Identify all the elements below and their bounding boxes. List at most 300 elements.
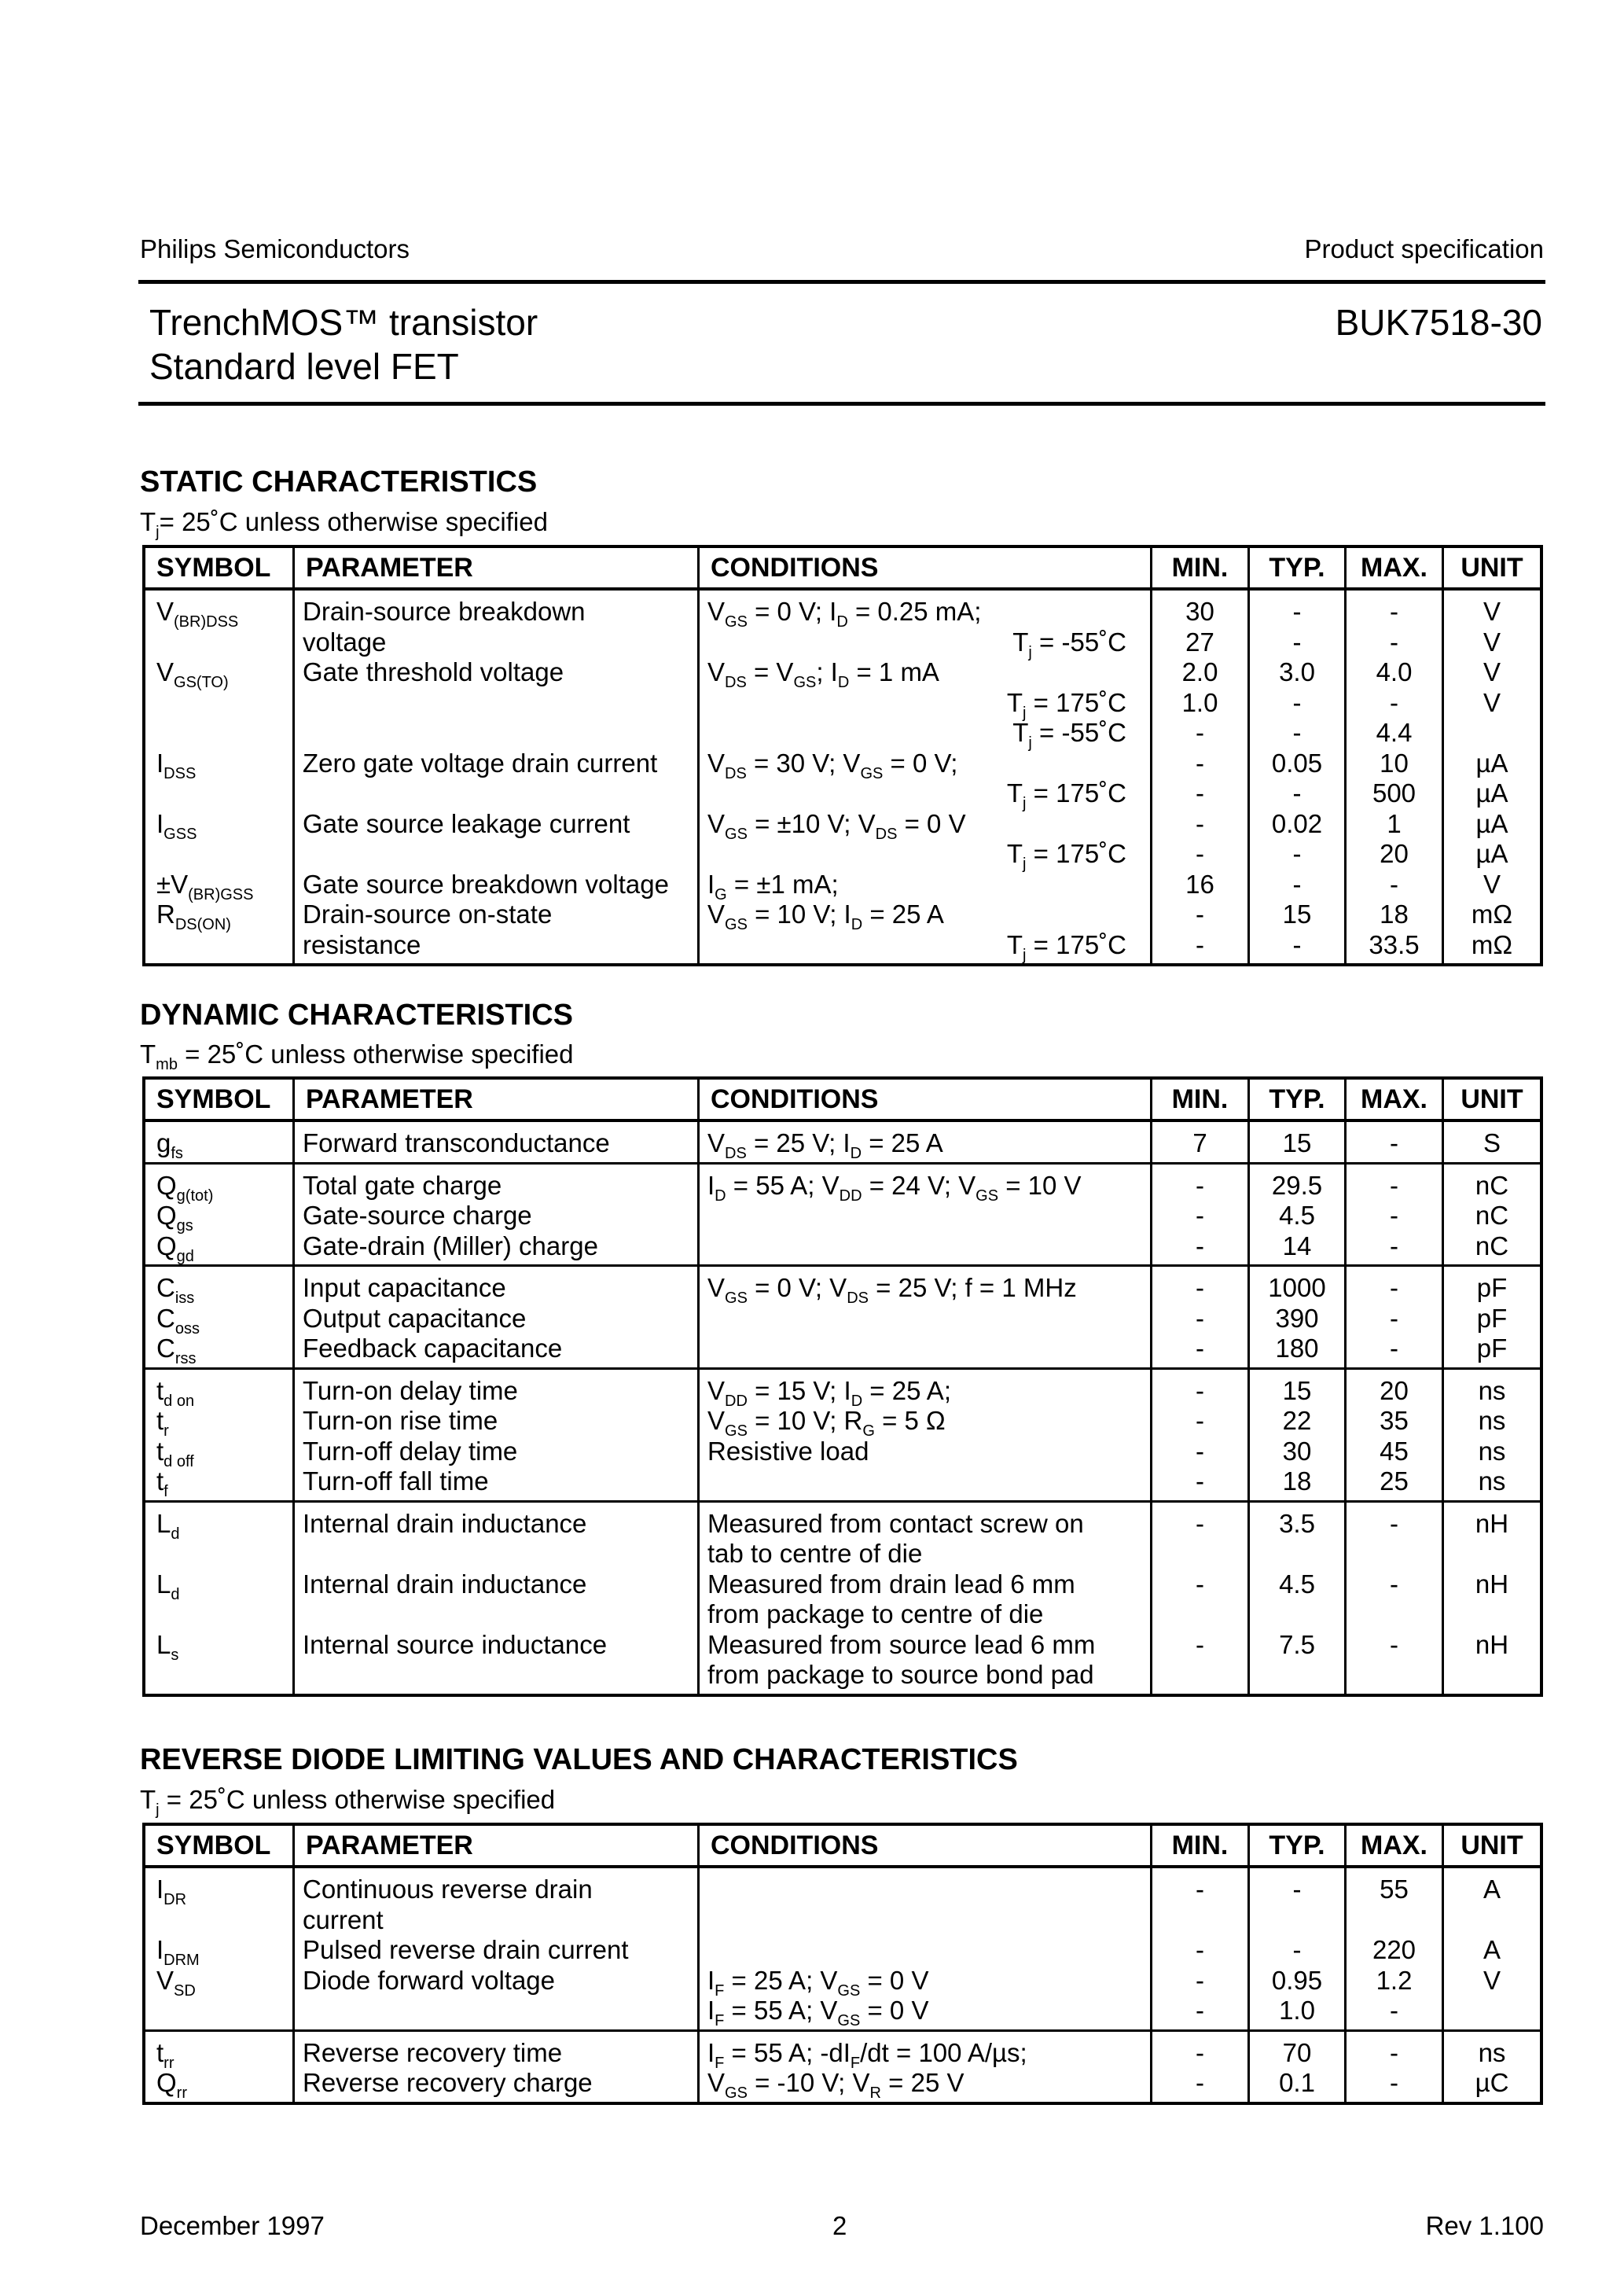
document-type: Product specification xyxy=(1304,234,1544,263)
column-header: SYMBOL xyxy=(145,548,295,587)
cell-line: 0.05 xyxy=(1271,748,1323,778)
cell-line: current xyxy=(303,1904,384,1934)
column-header: MIN. xyxy=(1152,1826,1250,1865)
parameter-cell xyxy=(295,1503,700,1694)
cell-line: 1.0 xyxy=(1181,687,1218,717)
cell-line: Internal source inductance xyxy=(303,1629,608,1659)
cell-line xyxy=(700,1201,1150,1231)
cell-line: 20 xyxy=(1380,1375,1409,1405)
cell-line: - xyxy=(1196,808,1204,838)
cell-line: 4.0 xyxy=(1376,657,1413,686)
max-cell xyxy=(1347,1370,1444,1500)
cell-line: $I_{DR}$ xyxy=(156,1875,187,1908)
cell-line xyxy=(700,1466,1150,1497)
symbol-cell xyxy=(145,1370,295,1500)
cell-line: 1.0 xyxy=(1279,1996,1315,2025)
conditions-cell xyxy=(700,2032,1152,2102)
cell-line xyxy=(1250,1539,1344,1569)
cell-line xyxy=(145,688,292,719)
header-rule xyxy=(138,280,1545,284)
static-section-title: STATIC CHARACTERISTICS xyxy=(140,465,538,499)
cell-line xyxy=(700,1231,1150,1262)
cell-line: V xyxy=(1483,869,1501,899)
cell-line: Turn-off delay time xyxy=(303,1436,518,1466)
cell-line: 14 xyxy=(1282,1231,1312,1260)
cell-line xyxy=(295,1996,697,2026)
unit-cell xyxy=(1444,2032,1540,2102)
cell-line: - xyxy=(1196,929,1204,959)
cell-line: µA xyxy=(1475,808,1508,838)
cell-line: $T_j$ = 175˚C xyxy=(1006,929,1126,964)
cell-line: $t_{rr}$ xyxy=(156,2037,175,2072)
cell-line: $V_{GS(TO)}$ xyxy=(156,657,229,691)
column-header: MAX. xyxy=(1347,548,1444,587)
cell-line: 15 xyxy=(1282,1375,1312,1405)
cell-line: $t_f$ xyxy=(156,1466,168,1500)
max-cell xyxy=(1347,591,1444,963)
cell-line xyxy=(1444,1996,1540,2026)
cell-line: - xyxy=(1196,778,1204,808)
column-header: SYMBOL xyxy=(145,1080,295,1119)
cell-line: - xyxy=(1196,1466,1204,1496)
cell-line xyxy=(145,1599,292,1630)
table-row-group xyxy=(145,1162,1540,1265)
table-row-group xyxy=(145,1122,1540,1162)
cell-line xyxy=(1347,1905,1442,1936)
cell-line: - xyxy=(1196,2037,1204,2067)
cell-line: - xyxy=(1196,900,1204,929)
cell-line: Measured from source lead 6 mm xyxy=(707,1629,1096,1659)
cell-line: Pulsed reverse drain current xyxy=(303,1935,629,1964)
cell-line: ns xyxy=(1478,1375,1506,1405)
column-header: CONDITIONS xyxy=(700,548,1152,587)
cell-line: 29.5 xyxy=(1271,1170,1323,1200)
cell-line: - xyxy=(1390,1508,1398,1538)
cell-line: Turn-off fall time xyxy=(303,1466,489,1496)
parameter-cell xyxy=(295,1868,700,2029)
cell-line: $V_{GS} = 0$ V; $V_{DS} = 25$ V; f = 1 MHz xyxy=(707,1273,1077,1307)
cell-line: - xyxy=(1292,1875,1302,1904)
column-header: UNIT xyxy=(1460,553,1523,583)
cell-line: nH xyxy=(1475,1629,1509,1659)
cell-line: Gate threshold voltage xyxy=(303,657,564,686)
cell-line: $V_{(BR)DSS}$ xyxy=(156,597,239,631)
cell-line: $L_s$ xyxy=(156,1629,179,1664)
cell-line: - xyxy=(1196,1303,1204,1333)
cell-line: 500 xyxy=(1372,778,1416,808)
cell-line: Internal drain inductance xyxy=(303,1508,587,1538)
cell-line: mΩ xyxy=(1471,929,1513,959)
cell-line: - xyxy=(1292,1935,1302,1964)
cell-line: 55 xyxy=(1380,1875,1409,1904)
cell-line xyxy=(700,1334,1150,1364)
cell-line xyxy=(1444,1660,1540,1691)
cell-line: - xyxy=(1196,1569,1204,1599)
column-header: MIN. xyxy=(1152,548,1250,587)
cell-line: Turn-on rise time xyxy=(303,1406,498,1435)
unit-cell xyxy=(1444,1503,1540,1694)
column-header: CONDITIONS xyxy=(700,1826,1152,1865)
parameter-cell xyxy=(295,1370,700,1500)
cell-line: $Q_{gd}$ xyxy=(156,1231,194,1265)
cell-line: - xyxy=(1292,718,1302,747)
symbol-cell xyxy=(145,591,295,963)
typ-cell xyxy=(1250,1165,1347,1265)
min-cell xyxy=(1152,1503,1250,1694)
footer-revision: Rev 1.100 xyxy=(1425,2211,1544,2240)
max-cell xyxy=(1347,1503,1444,1694)
cell-line: 27 xyxy=(1185,627,1214,657)
cell-line xyxy=(1250,1905,1344,1936)
cell-line: Measured from contact screw on xyxy=(707,1508,1084,1538)
cell-line: - xyxy=(1196,1935,1204,1964)
cell-line: $L_d$ xyxy=(156,1508,180,1543)
cell-line: resistance xyxy=(303,929,421,959)
conditions-cell xyxy=(700,1503,1152,1694)
max-cell xyxy=(1347,2032,1444,2102)
cell-line: nH xyxy=(1475,1508,1509,1538)
column-header: TYP. xyxy=(1250,1826,1347,1865)
cell-line xyxy=(1152,1905,1247,1936)
cell-line: $L_d$ xyxy=(156,1569,180,1603)
max-cell xyxy=(1347,1267,1444,1367)
cell-line: $I_D = 55$ A; $V_{DD} = 24$ V; $V_{GS} = 10$ V xyxy=(707,1170,1082,1205)
cell-line: $T_j$ = 175˚C xyxy=(1006,839,1126,873)
column-header: SYMBOL xyxy=(145,1826,295,1865)
symbol-cell xyxy=(145,1122,295,1162)
parameter-cell xyxy=(295,1122,700,1162)
cell-line xyxy=(1152,1599,1247,1630)
cell-line: Zero gate voltage drain current xyxy=(303,748,658,778)
cell-line: $I_{DSS}$ xyxy=(156,748,197,782)
cell-line xyxy=(295,1599,697,1630)
cell-line: Gate source breakdown voltage xyxy=(303,869,669,899)
cell-line: µC xyxy=(1475,2068,1509,2097)
cell-line: 4.5 xyxy=(1279,1201,1315,1230)
cell-line: Reverse recovery time xyxy=(303,2037,563,2067)
cell-line xyxy=(1347,1660,1442,1691)
column-header: PARAMETER xyxy=(295,1826,700,1865)
cell-line: 390 xyxy=(1275,1303,1319,1333)
symbol-cell xyxy=(145,2032,295,2102)
column-header: CONDITIONS xyxy=(700,1080,1152,1119)
cell-line xyxy=(1347,1599,1442,1630)
cell-line: V xyxy=(1483,627,1501,657)
cell-line: 15 xyxy=(1282,1128,1312,1157)
unit-cell xyxy=(1444,1267,1540,1367)
cell-line: 70 xyxy=(1282,2037,1312,2067)
table-header-row xyxy=(145,548,1540,591)
min-cell xyxy=(1152,1370,1250,1500)
cell-line: $V_{SD}$ xyxy=(156,1965,196,2000)
cell-line: - xyxy=(1292,839,1302,868)
cell-line: - xyxy=(1196,1170,1204,1200)
cell-line: 4.5 xyxy=(1279,1569,1315,1599)
cell-line: - xyxy=(1390,597,1398,626)
parameter-cell xyxy=(295,1267,700,1367)
cell-line: tab to centre of die xyxy=(707,1539,923,1568)
cell-line: - xyxy=(1292,929,1302,959)
typ-cell xyxy=(1250,1503,1347,1694)
cell-line: 45 xyxy=(1380,1436,1409,1466)
cell-line: voltage xyxy=(303,627,387,657)
cell-line: 180 xyxy=(1275,1334,1319,1363)
cell-line: $I_G = \pm 1$ mA; xyxy=(707,869,839,903)
cell-line xyxy=(700,1875,1150,1905)
cell-line: $I_F = 25$ A; $V_{GS} = 0$ V xyxy=(707,1965,929,2000)
cell-line: $t_{d on}$ xyxy=(156,1375,195,1410)
cell-line: $Q_{rr}$ xyxy=(156,2068,187,2102)
cell-line xyxy=(1152,1539,1247,1569)
cell-line: 1.2 xyxy=(1376,1965,1413,1995)
cell-line: $T_j$ = -55˚C xyxy=(1012,718,1126,752)
cell-line xyxy=(295,688,697,719)
cell-line: $I_{DRM}$ xyxy=(156,1935,200,1969)
cell-line: - xyxy=(1390,869,1398,899)
cell-line: $V_{DD} = 15$ V; $I_D = 25$ A; xyxy=(707,1375,951,1410)
cell-line: $V_{GS} = 10$ V; $I_D = 25$ A xyxy=(707,900,944,933)
cell-line xyxy=(1444,1539,1540,1569)
cell-line: $T_j$ = -55˚C xyxy=(1012,627,1126,661)
cell-line: Internal drain inductance xyxy=(303,1569,587,1599)
cell-line: Turn-on delay time xyxy=(303,1375,518,1405)
cell-line: V xyxy=(1483,597,1501,626)
cell-line: - xyxy=(1196,718,1204,747)
table-row-group xyxy=(145,1868,1540,2029)
cell-line: - xyxy=(1390,2068,1398,2097)
cell-line: pF xyxy=(1476,1273,1508,1302)
cell-line: 30 xyxy=(1185,597,1214,626)
cell-line: - xyxy=(1196,1231,1204,1260)
cell-line: 1000 xyxy=(1268,1273,1326,1302)
cell-line xyxy=(145,839,292,870)
cell-line: nC xyxy=(1475,1231,1509,1260)
cell-line: Output capacitance xyxy=(303,1303,527,1333)
typ-cell xyxy=(1250,1267,1347,1367)
cell-line: $V_{GS} = 0$ V; $I_D = 0.25$ mA; xyxy=(707,597,982,631)
cell-line: nC xyxy=(1475,1170,1509,1200)
cell-line: from package to source bond pad xyxy=(707,1660,1094,1689)
min-cell xyxy=(1152,2032,1250,2102)
table-header-row xyxy=(145,1080,1540,1122)
table-header-row xyxy=(145,1826,1540,1868)
cell-line: S xyxy=(1483,1128,1501,1157)
typ-cell xyxy=(1250,1868,1347,2029)
cell-line: 3.5 xyxy=(1279,1508,1315,1538)
cell-line: $V_{DS} = V_{GS}$; $I_D = 1$ mA xyxy=(707,657,939,691)
cell-line: µA xyxy=(1475,839,1508,868)
unit-cell xyxy=(1444,591,1540,963)
cell-line xyxy=(1347,1539,1442,1569)
cell-line: $C_{iss}$ xyxy=(156,1273,195,1307)
cell-line: 10 xyxy=(1380,748,1409,778)
cell-line: Total gate charge xyxy=(303,1170,502,1200)
cell-line xyxy=(700,1935,1150,1966)
cell-line: 7 xyxy=(1192,1128,1207,1157)
cell-line: $R_{DS(ON)}$ xyxy=(156,900,231,933)
typ-cell xyxy=(1250,1370,1347,1500)
cell-line: $t_r$ xyxy=(156,1406,169,1440)
cell-line: - xyxy=(1390,1273,1398,1302)
cell-line: - xyxy=(1196,1273,1204,1302)
cell-line: - xyxy=(1390,1629,1398,1659)
cell-line: pF xyxy=(1476,1303,1508,1333)
cell-line xyxy=(295,718,697,749)
cell-line: - xyxy=(1196,1436,1204,1466)
dynamic-section-title: DYNAMIC CHARACTERISTICS xyxy=(140,999,573,1032)
cell-line xyxy=(1444,1905,1540,1936)
column-header: TYP. xyxy=(1250,548,1347,587)
dynamic-note: $T_{mb}$ = 25˚C unless otherwise specified xyxy=(140,1039,574,1073)
cell-line: - xyxy=(1196,1375,1204,1405)
min-cell xyxy=(1152,1267,1250,1367)
cell-line: $I_F = 55$ A; $-dI_F/dt = 100$ A/µs; xyxy=(707,2037,1027,2072)
cell-line: $Q_{gs}$ xyxy=(156,1201,193,1234)
cell-line: nH xyxy=(1475,1569,1509,1599)
cell-line: - xyxy=(1196,2068,1204,2097)
cell-line xyxy=(295,1539,697,1569)
column-header: MAX. xyxy=(1347,1826,1444,1865)
cell-line: V xyxy=(1483,687,1501,717)
cell-line: - xyxy=(1390,2037,1398,2067)
parameter-cell xyxy=(295,2032,700,2102)
cell-line xyxy=(145,1996,292,2026)
min-cell xyxy=(1152,1122,1250,1162)
cell-line: 18 xyxy=(1282,1466,1312,1496)
cell-line: - xyxy=(1196,1629,1204,1659)
cell-line: A xyxy=(1483,1935,1501,1964)
column-header: MAX. xyxy=(1347,1080,1444,1119)
cell-line xyxy=(1444,1599,1540,1630)
cell-line: - xyxy=(1390,1231,1398,1260)
column-header: TYP. xyxy=(1250,1080,1347,1119)
cell-line: 4.4 xyxy=(1376,718,1413,747)
static-note: $T_j=$ 25˚C unless otherwise specified xyxy=(140,507,548,541)
cell-line: $I_{GSS}$ xyxy=(156,808,197,843)
cell-line: - xyxy=(1196,1406,1204,1435)
cell-line: $Q_{g(tot)}$ xyxy=(156,1170,214,1205)
cell-line: ns xyxy=(1478,1436,1506,1466)
cell-line: - xyxy=(1390,627,1398,657)
column-header: PARAMETER xyxy=(295,1080,700,1119)
cell-line: - xyxy=(1196,1996,1204,2025)
cell-line: $T_j$ = 175˚C xyxy=(1006,687,1126,722)
min-cell xyxy=(1152,591,1250,963)
cell-line: 1 xyxy=(1387,808,1402,838)
cell-line xyxy=(1250,1599,1344,1630)
cell-line: - xyxy=(1196,1334,1204,1363)
typ-cell xyxy=(1250,2032,1347,2102)
cell-line: Feedback capacitance xyxy=(303,1334,563,1363)
cell-line: µA xyxy=(1475,748,1508,778)
cell-line: mΩ xyxy=(1471,900,1513,929)
cell-line xyxy=(145,1905,292,1936)
cell-line xyxy=(1152,1660,1247,1691)
cell-line xyxy=(295,839,697,870)
title-rule xyxy=(138,402,1545,406)
cell-line: Gate-source charge xyxy=(303,1201,532,1230)
parameter-cell xyxy=(295,1165,700,1265)
conditions-cell xyxy=(700,1370,1152,1500)
conditions-cell xyxy=(700,1267,1152,1367)
cell-line: - xyxy=(1390,687,1398,717)
cell-line xyxy=(145,778,292,809)
cell-line: - xyxy=(1390,1569,1398,1599)
title-line-2: Standard level FET xyxy=(149,346,459,387)
cell-line: - xyxy=(1292,597,1302,626)
cell-line: $V_{DS} = 30$ V; $V_{GS} = 0$ V; xyxy=(707,748,958,782)
cell-line: from package to centre of die xyxy=(707,1599,1044,1628)
cell-line: 2.0 xyxy=(1181,657,1218,686)
cell-line: Drain-source on-state xyxy=(303,900,553,929)
table-row-group xyxy=(145,1264,1540,1367)
cell-line: V xyxy=(1483,1965,1501,1995)
cell-line: µA xyxy=(1475,778,1508,808)
cell-line: Reverse recovery charge xyxy=(303,2068,593,2097)
cell-line: 0.95 xyxy=(1271,1965,1323,1995)
unit-cell xyxy=(1444,1370,1540,1500)
cell-line: Drain-source breakdown xyxy=(303,597,586,626)
unit-cell xyxy=(1444,1868,1540,2029)
column-header: PARAMETER xyxy=(295,548,700,587)
cell-line: 0.1 xyxy=(1279,2068,1315,2097)
cell-line: $t_{d off}$ xyxy=(156,1436,194,1470)
cell-line: - xyxy=(1196,1508,1204,1538)
unit-cell xyxy=(1444,1122,1540,1162)
reverse-note: $T_j$ = 25˚C unless otherwise specified xyxy=(140,1785,556,1819)
cell-line: $g_{fs}$ xyxy=(156,1128,183,1162)
cell-line: 16 xyxy=(1185,869,1214,899)
cell-line: pF xyxy=(1476,1334,1508,1363)
cell-line: ns xyxy=(1478,1406,1506,1435)
cell-line: 20 xyxy=(1380,839,1409,868)
cell-line: $\pm V_{(BR)GSS}$ xyxy=(156,869,254,903)
reverse-section-title: REVERSE DIODE LIMITING VALUES AND CHARACTERISTICS xyxy=(140,1743,1018,1776)
max-cell xyxy=(1347,1165,1444,1265)
column-header: UNIT xyxy=(1460,1831,1523,1860)
table-row-group xyxy=(145,1500,1540,1694)
cell-line: $T_j$ = 175˚C xyxy=(1006,778,1126,812)
conditions-cell xyxy=(700,1165,1152,1265)
cell-line: - xyxy=(1196,748,1204,778)
symbol-cell xyxy=(145,1267,295,1367)
cell-line: - xyxy=(1390,1303,1398,1333)
company-name: Philips Semiconductors xyxy=(140,234,410,263)
cell-line: 35 xyxy=(1380,1406,1409,1435)
symbol-cell xyxy=(145,1503,295,1694)
conditions-cell xyxy=(700,1122,1152,1162)
cell-line: 30 xyxy=(1282,1436,1312,1466)
column-header: MIN. xyxy=(1152,1080,1250,1119)
typ-cell xyxy=(1250,591,1347,963)
cell-line: - xyxy=(1390,1996,1398,2025)
cell-line: Forward transconductance xyxy=(303,1128,610,1157)
cell-line: 0.02 xyxy=(1271,808,1323,838)
cell-line: $V_{GS} = -10$ V; $V_R = 25$ V xyxy=(707,2068,964,2102)
cell-line: nC xyxy=(1475,1201,1509,1230)
cell-line: - xyxy=(1196,1201,1204,1230)
footer-page-number: 2 xyxy=(832,2211,847,2240)
cell-line xyxy=(1250,1660,1344,1691)
cell-line xyxy=(295,778,697,809)
cell-line: 15 xyxy=(1282,900,1312,929)
cell-line: 25 xyxy=(1380,1466,1409,1496)
cell-line: - xyxy=(1390,1170,1398,1200)
cell-line xyxy=(145,930,292,961)
title-line-1: TrenchMOS™ transistor xyxy=(149,302,538,343)
static-table xyxy=(142,545,1543,966)
cell-line: - xyxy=(1196,1965,1204,1995)
